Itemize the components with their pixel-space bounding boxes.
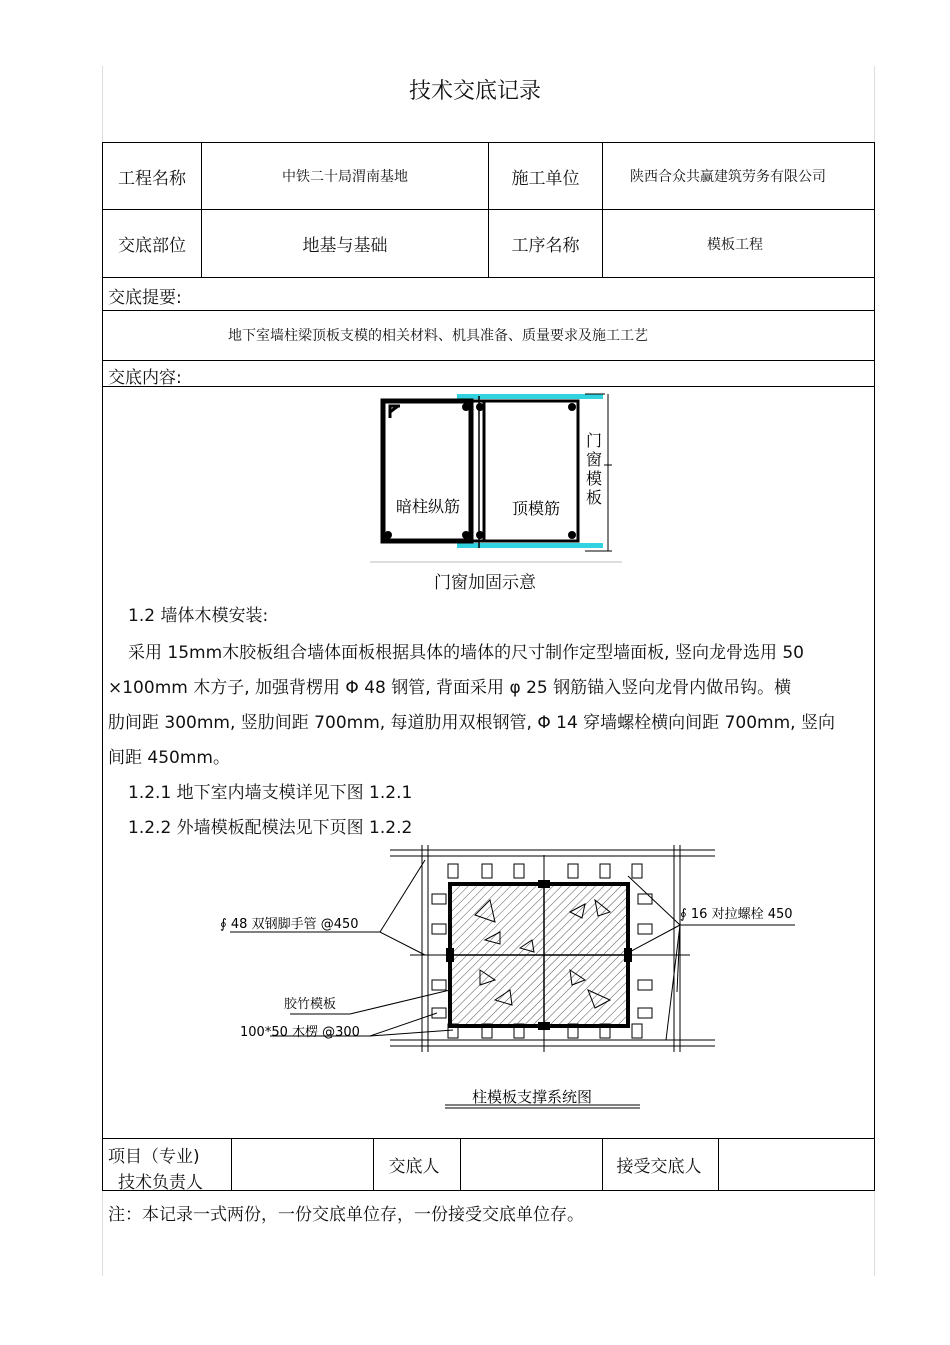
- location-value: 地基与基础: [302, 236, 388, 256]
- tech-lead-label-line-1: 项目（专业): [108, 1147, 200, 1167]
- fig1-side-char-1: 门: [586, 431, 603, 450]
- process-label: 工序名称: [511, 236, 580, 256]
- item-1-2-2: 1.2.2 外墙模板配模法见下页图 1.2.2: [128, 818, 413, 838]
- fig1-label-left: 暗柱纵筋: [396, 497, 461, 516]
- receiver-label: 接受交底人: [616, 1157, 702, 1177]
- content-label: 交底内容:: [108, 368, 182, 388]
- body-line-1: 采用 15mm木胶板组合墙体面板根据具体的墙体的尺寸制作定型墙面板, 竖向龙骨选用 50: [128, 643, 804, 663]
- presenter-label: 交底人: [388, 1157, 440, 1177]
- location-label: 交底部位: [118, 236, 186, 256]
- fig2-label-wood: 100*50 木楞 @300: [240, 1025, 360, 1040]
- summary-text: 地下室墙柱梁顶板支模的相关材料、机具准备、质量要求及施工工艺: [228, 328, 648, 344]
- fig1-side-char-4: 板: [586, 488, 603, 507]
- fig1-side-char-3: 模: [586, 469, 603, 488]
- section-1-2-heading: 1.2 墙体木模安装:: [128, 606, 269, 626]
- project-label: 工程名称: [118, 168, 186, 189]
- footnote: 注：本记录一式两份，一份交底单位存，一份接受交底单位存。: [108, 1205, 584, 1225]
- document-title: 技术交底记录: [408, 79, 541, 104]
- contractor-label: 施工单位: [511, 168, 580, 189]
- body-line-4: 间距 450mm。: [108, 748, 230, 768]
- summary-label: 交底提要:: [108, 288, 182, 308]
- fig1-side-char-2: 窗: [586, 450, 603, 469]
- project-value: 中铁二十局渭南基地: [282, 169, 408, 185]
- tech-lead-label-line-2: 技术负责人: [118, 1173, 203, 1193]
- door-window-reinforcement-diagram: [360, 388, 630, 588]
- contractor-value: 陕西合众共赢建筑劳务有限公司: [630, 169, 826, 185]
- fig1-caption: 门窗加固示意: [434, 573, 536, 593]
- body-line-2: ×100mm 木方子, 加强背楞用 Φ 48 钢管, 背面采用 φ 25 钢筋锚入竖向龙骨内做吊钩。横: [108, 678, 792, 698]
- body-line-3: 肋间距 300mm, 竖肋间距 700mm, 每道肋用双根钢管, Φ 14 穿墙螺栓横向间距 700mm, 竖向: [108, 713, 835, 733]
- fig2-label-bolt: ∮ 16 对拉螺栓 450: [680, 907, 793, 922]
- process-value: 模板工程: [707, 236, 763, 253]
- column-formwork-support-diagram: [200, 840, 820, 1120]
- fig1-label-right: 顶模筋: [512, 499, 561, 518]
- fig2-label-board: 胶竹模板: [284, 997, 337, 1012]
- item-1-2-1: 1.2.1 地下室内墙支模详见下图 1.2.1: [128, 783, 413, 803]
- fig2-label-pipe: ∮ 48 双钢脚手管 @450: [220, 917, 359, 932]
- fig2-caption: 柱模板支撑系统图: [472, 1088, 593, 1106]
